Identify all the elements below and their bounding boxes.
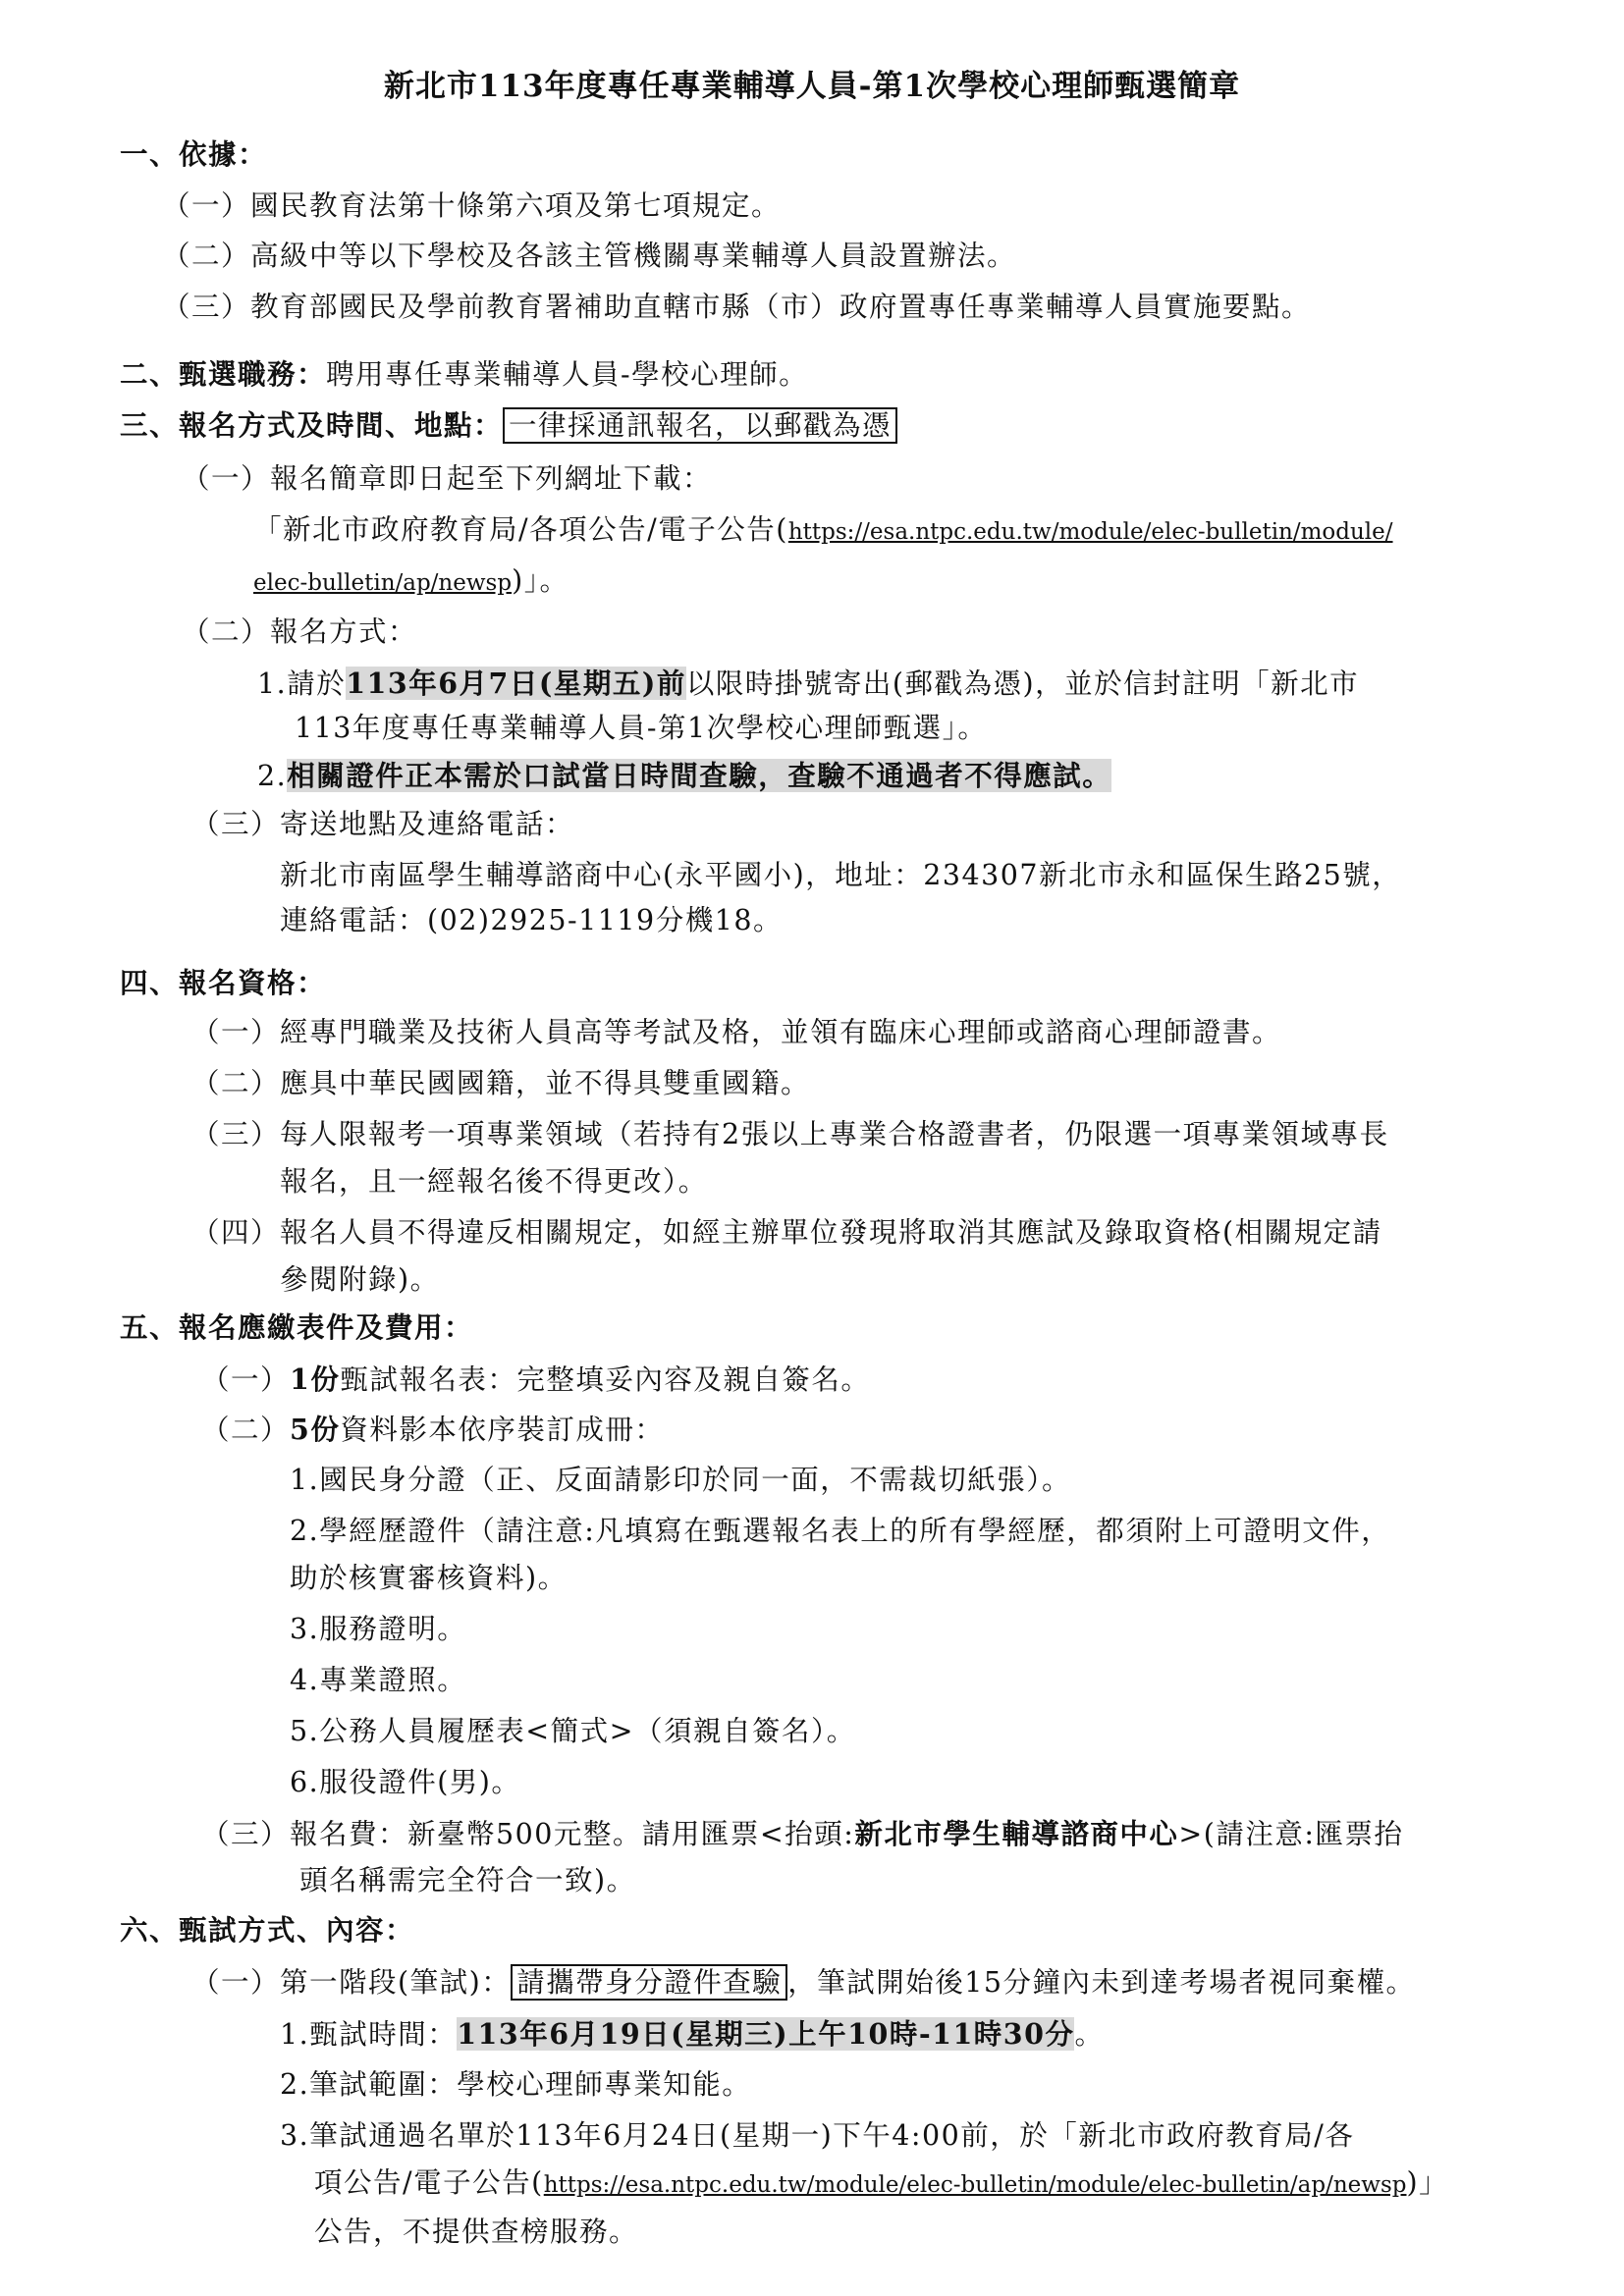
- s4-item-1: （一）經專門職業及技術人員高等考試及格，並領有臨床心理師或諮商心理師證書。: [191, 1016, 1282, 1048]
- s4-item-3: （三）每人限報考一項專業領域（若持有2張以上專業合格證書者，仍限選一項專業領域專長: [191, 1118, 1389, 1150]
- s3-2-1-suffix: 以限時掛號寄出(郵戳為憑)，並於信封註明「新北市: [685, 667, 1360, 700]
- s6-url-suffix: )」: [1406, 2166, 1449, 2199]
- s3-item-2-1: [257, 662, 1359, 706]
- s5-3-prefix: （三）報名費：新臺幣500元整。請用匯票<抬頭:: [201, 1818, 855, 1850]
- s5-doc-2: 2.學經歷證件（請注意:凡填寫在甄選報名表上的所有學經歷，都須附上可證明文件，: [290, 1515, 1391, 1547]
- s4-item-4-cont: 參閱附錄)。: [280, 1263, 440, 1296]
- s3-2-1-prefix: 1.請於: [257, 667, 347, 700]
- section-5-heading: 五、報名應繳表件及費用：: [120, 1310, 474, 1344]
- exam-time-highlight: 113年6月19日(星期三)上午10時-11時30分: [457, 2017, 1075, 2051]
- s3-item-1-url-line: [253, 508, 1393, 554]
- s5-doc-1: 1.國民身分證（正、反面請影印於同一面，不需裁切紙張）。: [290, 1464, 1071, 1496]
- s6-detail-3-cont: 公告，不提供查榜服務。: [314, 2216, 639, 2248]
- download-url-link-cont[interactable]: elec-bulletin/ap/newsp: [253, 570, 513, 596]
- s3-item-3: （三）寄送地點及連絡電話：: [191, 808, 575, 840]
- s5-item-3-cont: 頭名稱需完全符合一致)。: [299, 1864, 636, 1896]
- s6-detail-3: 3.筆試通過名單於113年6月24日(星期一)下午4:00前，於「新北市政府教育局/各: [280, 2119, 1355, 2152]
- s6-url-prefix: 項公告/電子公告(: [314, 2166, 544, 2199]
- id-check-notice-box: 請攜帶身分證件查驗: [511, 1964, 787, 2001]
- s5-item-1: [201, 1358, 870, 1402]
- s6-d1-suffix: 。: [1074, 2018, 1105, 2051]
- s6-detail-1: [280, 2012, 1104, 2056]
- s5-2-count: 5份: [290, 1413, 341, 1446]
- s6-detail-3-url-line: [314, 2162, 1448, 2207]
- s5-item-2: [201, 1408, 664, 1452]
- s5-doc-6: 6.服役證件(男)。: [290, 1766, 521, 1798]
- s3-item-1-url-line-2: [253, 560, 568, 605]
- section-3-heading: 三、報名方式及時間、地點：: [120, 408, 504, 442]
- s6-item-1: [191, 1961, 1416, 2004]
- s4-item-4: （四）報名人員不得違反相關規定，如經主辦單位發現將取消其應試及錄取資格(相關規定請: [191, 1216, 1382, 1249]
- download-url-link[interactable]: https://esa.ntpc.edu.tw/module/elec-bulletin/module/: [787, 519, 1393, 545]
- section-1-heading: 一、依據：: [120, 137, 268, 171]
- s5-1-text: 甄試報名表：完整填妥內容及親自簽名。: [340, 1363, 871, 1396]
- s1-item-3: （三）教育部國民及學前教育署補助直轄市縣（市）政府置專任專業輔導人員實施要點。: [162, 291, 1312, 323]
- s6-d1-prefix: 1.甄試時間：: [280, 2018, 458, 2051]
- deadline-highlight: 113年6月7日(星期五)前: [346, 667, 686, 700]
- s5-1-count: 1份: [290, 1362, 341, 1396]
- s5-item-3: [201, 1812, 1404, 1856]
- section-2-heading: 二、甄選職務：: [120, 357, 327, 391]
- s3-item-2: （二）報名方式：: [182, 615, 418, 648]
- s4-item-2: （二）應具中華民國國籍，並不得具雙重國籍。: [191, 1067, 811, 1099]
- s5-1-prefix: （一）: [201, 1363, 291, 1396]
- section-3-heading-line: [120, 403, 897, 448]
- section-6-heading: 六、甄試方式、內容：: [120, 1913, 415, 1947]
- section-2-text: 聘用專任專業輔導人員-學校心理師。: [326, 358, 809, 391]
- s5-3-suffix: >(請注意:匯票抬: [1178, 1818, 1404, 1850]
- section-2: [120, 352, 808, 397]
- s3-url-suffix: )」。: [512, 564, 569, 597]
- s6-detail-2: 2.筆試範圍：學校心理師專業知能。: [280, 2068, 752, 2101]
- s5-2-prefix: （二）: [201, 1414, 291, 1446]
- s1-item-1: （一）國民教育法第十條第六項及第七項規定。: [162, 189, 782, 222]
- s5-doc-2-cont: 助於核實審核資料)。: [290, 1562, 568, 1594]
- section-4-heading: 四、報名資格：: [120, 966, 327, 999]
- postmark-notice-box: 一律採通訊報名，以郵戳為憑: [503, 407, 897, 444]
- s4-item-3-cont: 報名，且一經報名後不得更改）。: [280, 1165, 708, 1198]
- s3-item-3-phone: 連絡電話：(02)2925-1119分機18。: [280, 904, 783, 936]
- s3-item-1: （一）報名簡章即日起至下列網址下載：: [182, 462, 713, 495]
- s3-item-2-1-cont: 113年度專任專業輔導人員-第1次學校心理師甄選」。: [295, 712, 988, 744]
- s5-doc-3: 3.服務證明。: [290, 1613, 467, 1645]
- s3-item-2-2: [257, 754, 1111, 798]
- s3-item-3-address: 新北市南區學生輔導諮商中心(永平國小)，地址：234307新北市永和區保生路25號，: [280, 859, 1402, 891]
- s6-1-suffix: ，筆試開始後15分鐘內未到達考場者視同棄權。: [787, 1966, 1416, 1999]
- s5-doc-4: 4.專業證照。: [290, 1664, 467, 1696]
- results-url-link[interactable]: https://esa.ntpc.edu.tw/module/elec-bulletin/module/elec-bulletin/ap/newsp: [543, 2172, 1407, 2198]
- s1-item-2: （二）高級中等以下學校及各該主管機關專業輔導人員設置辦法。: [162, 240, 1017, 272]
- s5-3-payee: 新北市學生輔導諮商中心: [854, 1817, 1179, 1850]
- verification-highlight: 相關證件正本需於口試當日時間查驗，查驗不通過者不得應試。: [287, 759, 1112, 792]
- s5-2-text: 資料影本依序裝訂成冊：: [340, 1414, 665, 1446]
- s3-2-2-num: 2.: [257, 760, 288, 792]
- document-title: 新北市113年度專任專業輔導人員-第1次學校心理師甄選簡章: [383, 69, 1241, 104]
- s3-url-prefix: 「新北市政府教育局/各項公告/電子公告(: [253, 513, 788, 546]
- s5-doc-5: 5.公務人員履歷表<簡式>（須親自簽名）。: [290, 1715, 856, 1747]
- s6-1-prefix: （一）第一階段(筆試)：: [191, 1966, 512, 1999]
